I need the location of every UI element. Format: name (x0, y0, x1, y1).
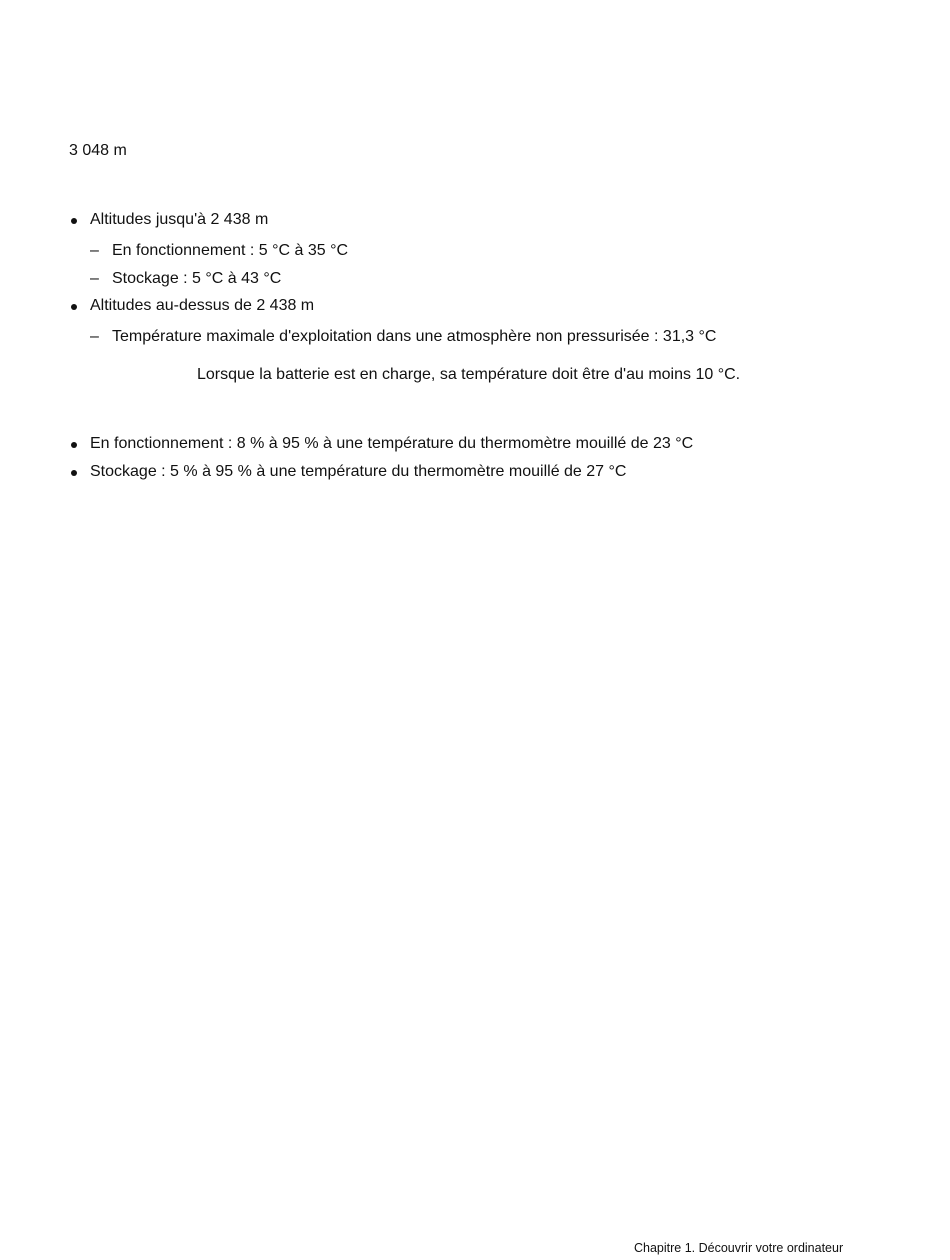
altitude-value: 3 048 m (69, 142, 127, 159)
temperature-group-label: Altitudes jusqu'à 2 438 m (90, 211, 269, 228)
humidity-storage: Stockage : 5 % à 95 % à une température du thermomètre mouillé de 27 °C (90, 463, 627, 480)
dash-icon: – (90, 270, 99, 287)
page-footer: Chapitre 1. Découvrir votre ordinateur (634, 1241, 844, 1255)
bullet-icon (71, 470, 77, 476)
bullet-icon (71, 218, 77, 224)
temperature-storage: Stockage : 5 °C à 43 °C (112, 270, 282, 287)
temperature-max-unpressurized: Température maximale d'exploitation dans une atmosphère non pressurisée : 31,3 °C (112, 328, 717, 345)
temperature-group-label: Altitudes au-dessus de 2 438 m (90, 297, 315, 314)
dash-icon: – (90, 328, 99, 345)
dash-icon: – (90, 242, 99, 259)
temperature-operating: En fonctionnement : 5 °C à 35 °C (112, 242, 349, 259)
humidity-operating: En fonctionnement : 8 % à 95 % à une température du thermomètre mouillé de 23 °C (90, 435, 694, 452)
bullet-icon (71, 304, 77, 310)
bullet-icon (71, 442, 77, 448)
battery-charge-note: Lorsque la batterie est en charge, sa température doit être d'au moins 10 °C. (197, 366, 741, 383)
